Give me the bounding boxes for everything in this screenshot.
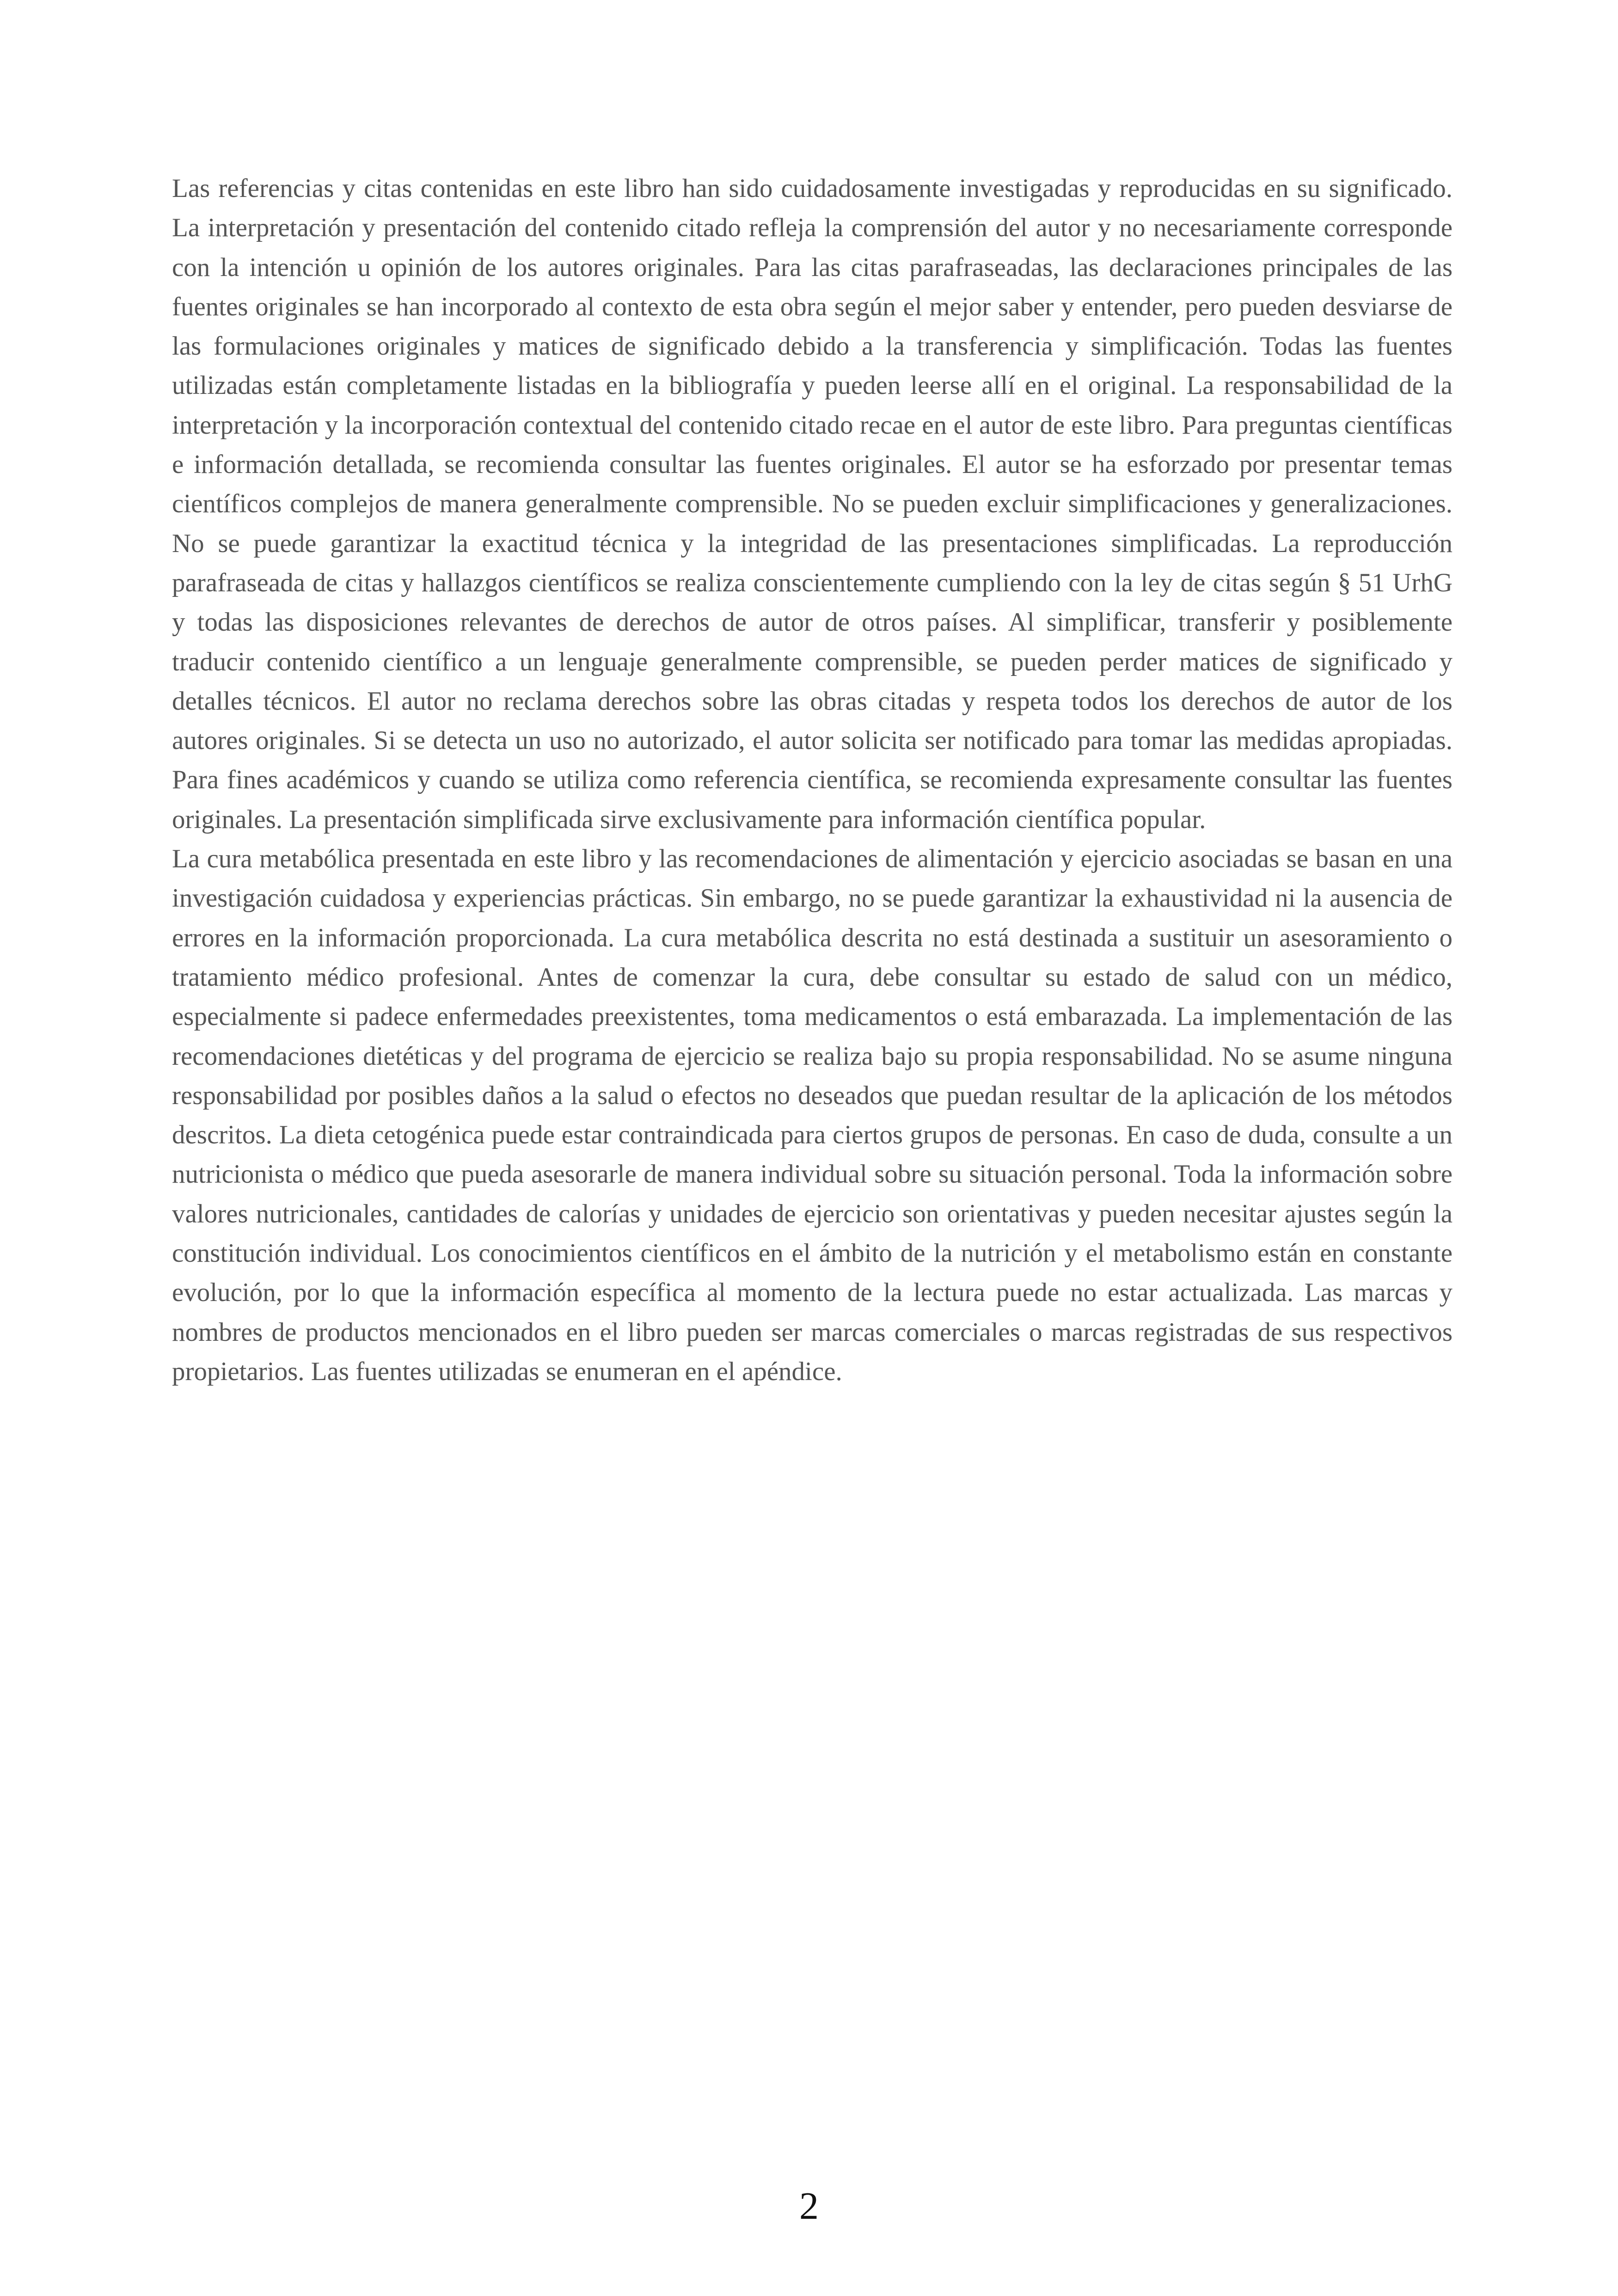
page-number: 2	[799, 2185, 819, 2228]
body-text	[172, 169, 1453, 1391]
paragraph-disclaimer-citations: Las referencias y citas contenidas en este libro han sido cuidadosamente investigadas y reproducidas en su significado. La interpretación y presentación del contenido citado refleja la comprensión del autor y no necesariamente corresponde con la intención u opinión de los autores originales. Para las citas parafraseadas, las declaraciones principales de las fuentes originales se han incorporado al contexto de esta obra según el mejor saber y entender, pero pueden desviarse de las formulaciones originales y matices de significado debido a la transferencia y simplificación. Todas las fuentes utilizadas están completamente listadas en la bibliografía y pueden leerse allí en el original. La responsabilidad de la interpretación y la incorporación contextual del contenido citado recae en el autor de este libro. Para preguntas científicas e información detallada, se recomienda consultar las fuentes originales. El autor se ha esforzado por presentar temas científicos complejos de manera generalmente comprensible. No se pueden excluir simplificaciones y generalizaciones. No se puede garantizar la exactitud técnica y la integridad de las presentaciones simplificadas. La reproducción parafraseada de citas y hallazgos científicos se realiza conscientemente cumpliendo con la ley de citas según § 51 UrhG y todas las disposiciones relevantes de derechos de autor de otros países. Al simplificar, transferir y posiblemente traducir contenido científico a un lenguaje generalmente comprensible, se pueden perder matices de significado y detalles técnicos. El autor no reclama derechos sobre las obras citadas y respeta todos los derechos de autor de los autores originales. Si se detecta un uso no autorizado, el autor solicita ser notificado para tomar las medidas apropiadas. Para fines académicos y cuando se utiliza como referencia científica, se recomienda expresamente consultar las fuentes originales. La presentación simplificada sirve exclusivamente para información científica popular.	[172, 174, 1453, 834]
paragraph-disclaimer-health: La cura metabólica presentada en este libro y las recomendaciones de alimentación y ejercicio asociadas se basan en una investigación cuidadosa y experiencias prácticas. Sin embargo, no se puede garantizar la exhaustividad ni la ausencia de errores en la información proporcionada. La cura metabólica descrita no está destinada a sustituir un asesoramiento o tratamiento médico profesional. Antes de comenzar la cura, debe consultar su estado de salud con un médico, especialmente si padece enfermedades preexistentes, toma medicamentos o está embarazada. La implementación de las recomendaciones dietéticas y del programa de ejercicio se realiza bajo su propia responsabilidad. No se asume ninguna responsabilidad por posibles daños a la salud o efectos no deseados que puedan resultar de la aplicación de los métodos descritos. La dieta cetogénica puede estar contraindicada para ciertos grupos de personas. En caso de duda, consulte a un nutricionista o médico que pueda asesorarle de manera individual sobre su situación personal. Toda la información sobre valores nutricionales, cantidades de calorías y unidades de ejercicio son orientativas y pueden necesitar ajustes según la constitución individual. Los conocimientos científicos en el ámbito de la nutrición y el metabolismo están en constante evolución, por lo que la información específica al momento de la lectura puede no estar actualizada. Las marcas y nombres de productos mencionados en el libro pueden ser marcas comerciales o marcas registradas de sus respectivos propietarios. Las fuentes utilizadas se enumeran en el apéndice.	[172, 844, 1453, 1386]
